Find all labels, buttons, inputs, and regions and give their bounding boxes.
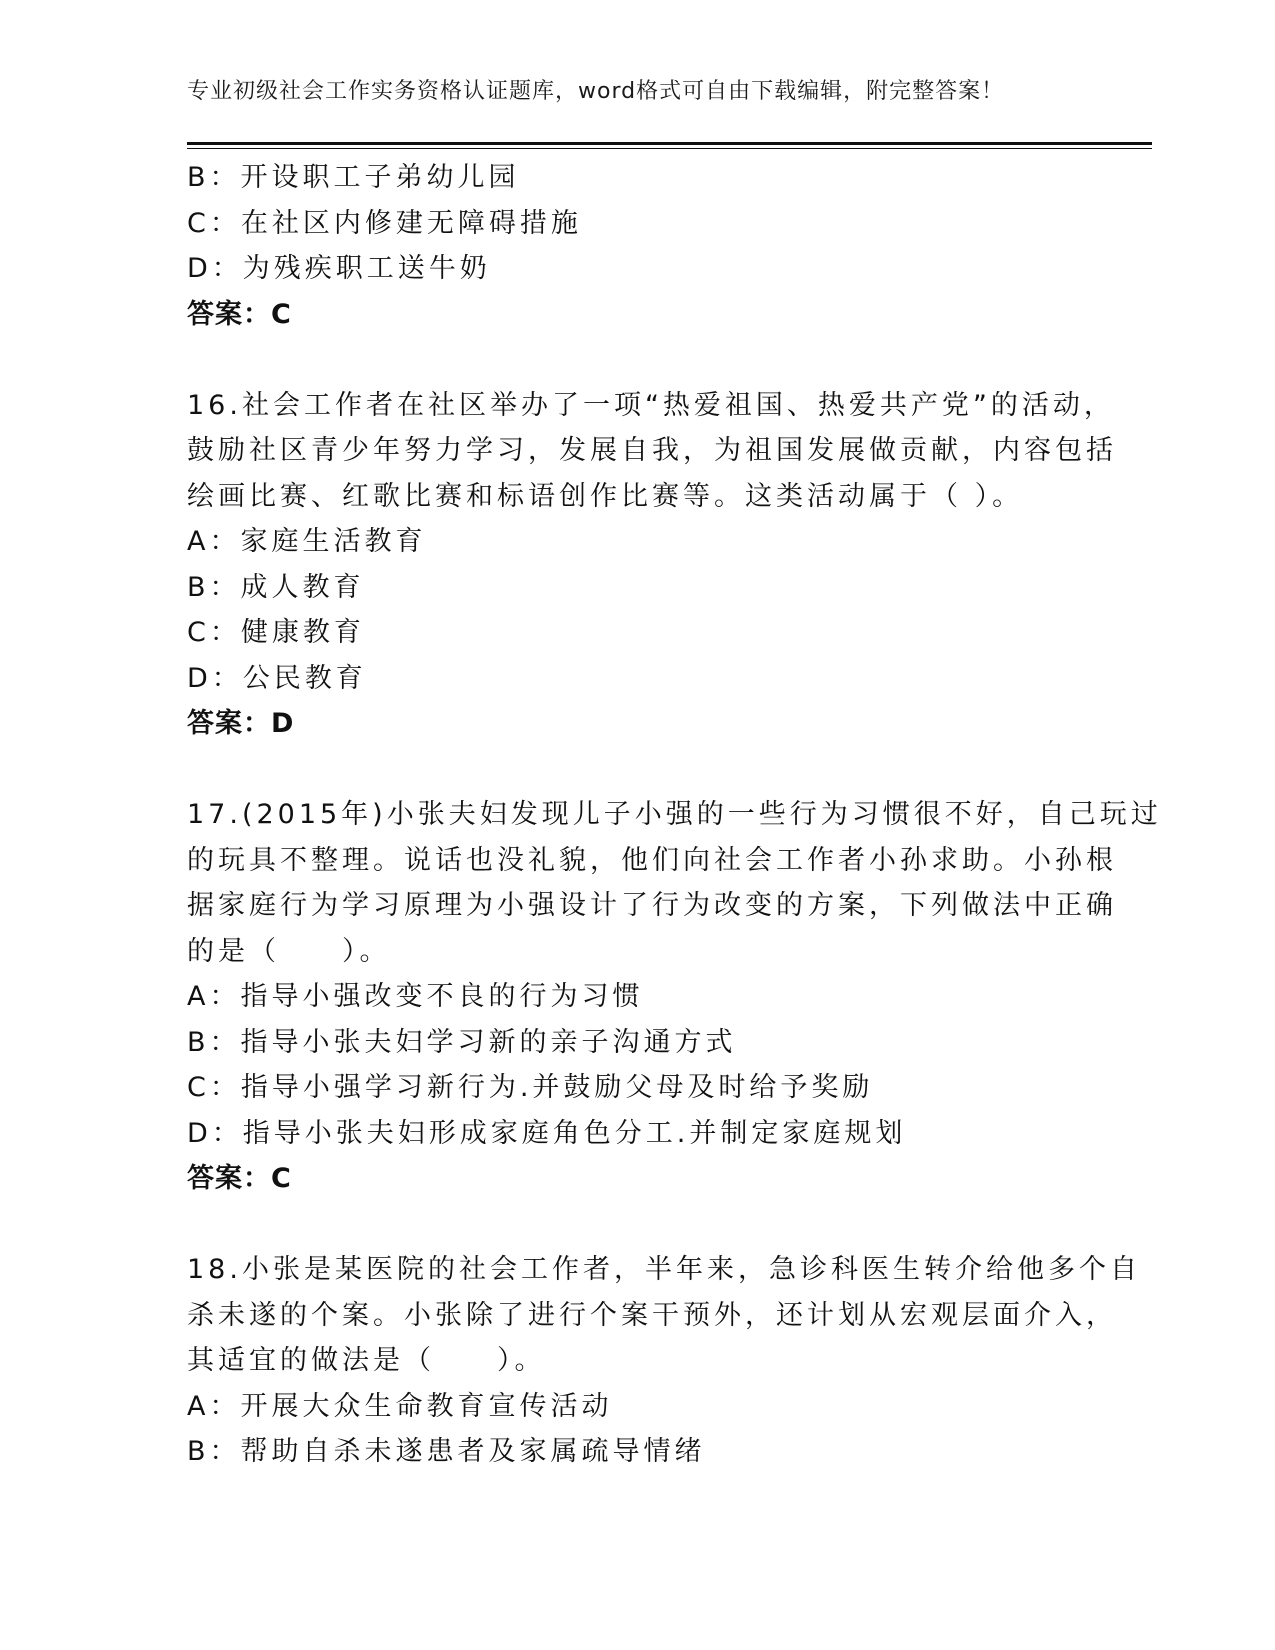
option-a: A：指导小强改变不良的行为习惯: [187, 981, 644, 1012]
question-18: [187, 1247, 1141, 1475]
question-text-line: 据家庭行为学习原理为小强设计了行为改变的方案，下列做法中正确: [187, 890, 1117, 921]
spacer: [187, 747, 1087, 793]
option-d: D：为残疾职工送牛奶: [187, 253, 491, 284]
answer: 答案：D: [187, 708, 295, 739]
spacer: [187, 337, 1087, 383]
option-b: B：开设职工子弟幼儿园: [187, 162, 520, 193]
answer: 答案：C: [187, 298, 292, 330]
option-b: B：指导小张夫妇学习新的亲子沟通方式: [187, 1026, 737, 1058]
question-16: [187, 383, 1117, 747]
question-17: [187, 792, 1162, 1202]
question-text-line: 17.(2015年)小张夫妇发现儿子小强的一些行为习惯很不好，自己玩过: [187, 799, 1162, 830]
option-d: D：指导小张夫妇形成家庭角色分工.并制定家庭规划: [187, 1117, 907, 1149]
question-text-line: 16.社会工作者在社区举办了一项“热爱祖国、热爱共产党”的活动，: [187, 389, 1115, 421]
option-a: A：开展大众生命教育宣传活动: [187, 1390, 613, 1422]
option-c: C：指导小强学习新行为.并鼓励父母及时给予奖励: [187, 1072, 874, 1103]
answer: 答案：C: [187, 1163, 292, 1194]
option-b: B：帮助自杀未遂患者及家属疏导情绪: [187, 1436, 706, 1467]
option-a: A：家庭生活教育: [187, 526, 427, 557]
question-text-line: 18.小张是某医院的社会工作者，半年来，急诊科医生转介给他多个自: [187, 1254, 1141, 1285]
option-c: C：健康教育: [187, 617, 365, 648]
header-rule-thin: [187, 148, 1152, 149]
option-c: C：在社区内修建无障碍措施: [187, 207, 582, 239]
question-text-line: 杀未遂的个案。小张除了进行个案干预外，还计划从宏观层面介入，: [187, 1299, 1117, 1331]
question-text-line: 的是（ ）。: [187, 935, 391, 967]
option-b: B：成人教育: [187, 571, 365, 603]
question-text-line: 绘画比赛、红歌比赛和标语创作比赛等。这类活动属于（ ）。: [187, 480, 1024, 512]
question-15-continued: [187, 155, 1087, 337]
question-content: [187, 155, 1162, 1475]
header-rule-thick: [187, 142, 1152, 145]
page-header: 专业初级社会工作实务资格认证题库，word格式可自由下载编辑，附完整答案！: [187, 79, 1005, 104]
question-text-line: 的玩具不整理。说话也没礼貌，他们向社会工作者小孙求助。小孙根: [187, 844, 1117, 876]
question-text-line: 其适宜的做法是（ ）。: [187, 1345, 546, 1376]
question-text-line: 鼓励社区青少年努力学习，发展自我，为祖国发展做贡献，内容包括: [187, 435, 1117, 466]
option-d: D：公民教育: [187, 662, 367, 694]
spacer: [187, 1202, 1087, 1248]
